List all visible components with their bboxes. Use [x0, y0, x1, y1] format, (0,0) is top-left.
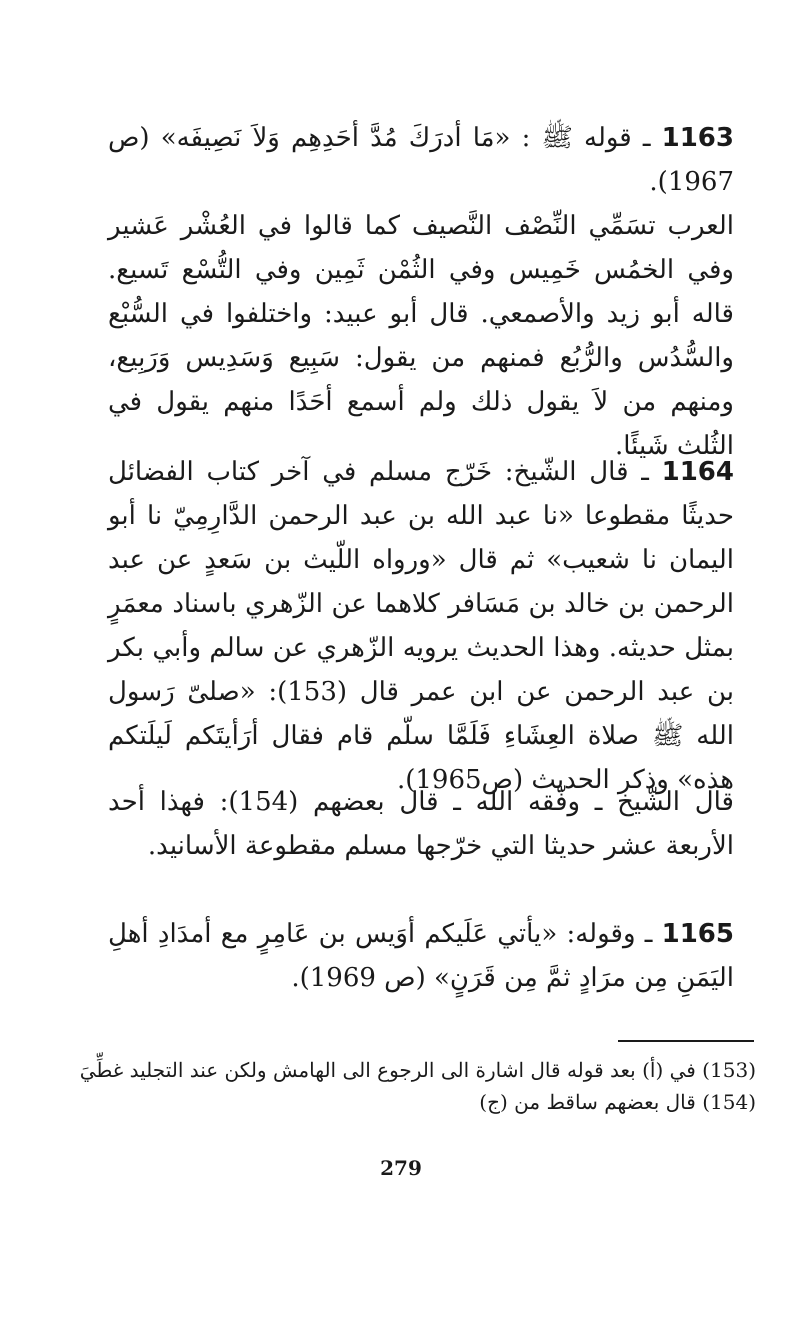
- entry-number: 1164: [661, 457, 734, 487]
- entry-number: 1165: [661, 919, 734, 949]
- entry-number: 1163: [661, 123, 734, 153]
- commentary-text: قال الشّيخ ـ وفّقه الله ـ قال بعضهم (154): فهذا أحد الأربعة عشر حديثا التي خرّجها مسلم مقطوعة الأسانيد.: [108, 787, 734, 861]
- commentary-text: العرب تسَمِّي النِّصْف النَّصيف كما قالوا في العُشْر عَشير وفي الخمُس خَمِيس وفي الثُمْن ثَمِين وفي التُّسْع تَسيع. قاله أبو زيد والأصمعي. قال أبو عبيد: واختلفوا في السُّبْع والسُّدُس والرُّبُع فمنهم من يقول: سَبِيع وَسَدِيس وَرَبِيع، ومنهم من لاَ يقول ذلك ولم أسمع أحَدًا منهم يقول في الثُلث شَيئًا.: [108, 211, 734, 461]
- footnote-154: (154) قال بعضهم ساقط من (ج): [479, 1090, 756, 1114]
- shaykh-commentary: [108, 780, 734, 868]
- entry-1164: [108, 450, 734, 802]
- entry-text: ـ وقوله: «يأتي عَلَيكم أوَيس بن عَامِرٍ مع أمدَادِ أهلِ اليَمَنِ مِن مرَادٍ ثمَّ مِن قَرَنٍ» (ص 1969).: [108, 919, 734, 993]
- entry-text: ـ قال الشّيخ: خَرّج مسلم في آخر كتاب الفضائل حديثًا مقطوعا «نا عبد الله بن عبد الرحمن الدَّارِمِيّ نا أبو اليمان نا شعيب» ثم قال «ورواه اللّيث بن سَعدٍ عن عبد الرحمن بن خالد بن مَسَافر كلاهما عن الزّهري باسناد معمَرٍ بمثل حديثه. وهذا الحديث يرويه الزّهري عن سالم وأبي بكر بن عبد الرحمن عن ابن عمر قال (153): «صلىّ رَسول الله ﷺ صلاة العِشَاءِ فَلَمَّا سلّم قام فقال أرَأيتَكم لَيلَتكم هذه» وذكر الحديث (ص1965).: [108, 457, 735, 795]
- entry-1163: [108, 116, 734, 204]
- page-number: 279: [380, 1156, 422, 1180]
- entry-1163-commentary: [108, 204, 734, 468]
- entry-1165: [108, 912, 734, 1000]
- footnote-divider: [618, 1040, 754, 1042]
- footnote-153: (153) في (أ) بعد قوله قال اشارة الى الرجوع الى الهامش ولكن عند التجليد غطِّيَ: [79, 1058, 756, 1082]
- footnotes: [80, 1054, 756, 1118]
- entry-text: ـ قوله ﷺ : «مَا أدرَكَ مُدَّ أحَدِهِم وَلاَ نَصِيفَه» (ص 1967).: [108, 123, 734, 197]
